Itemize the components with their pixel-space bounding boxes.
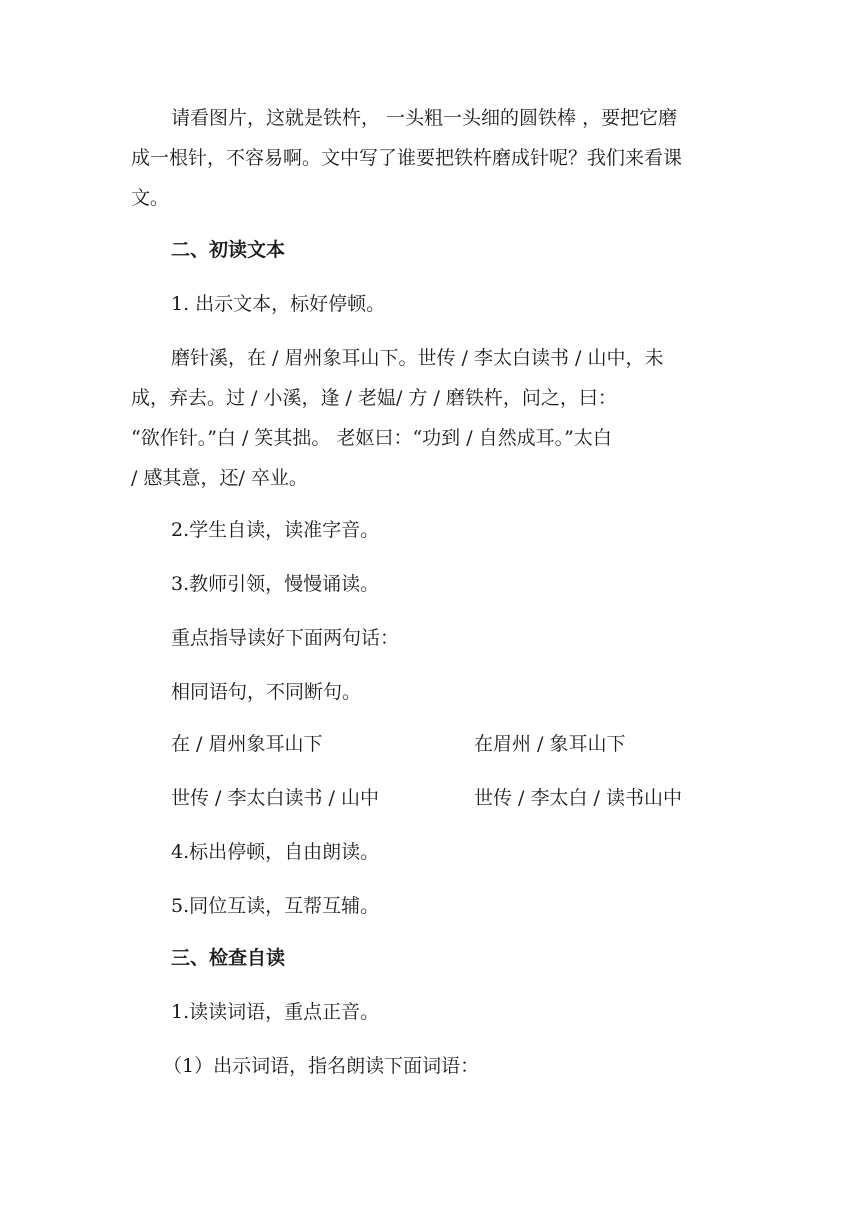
section-3-sub-1: （1）出示词语，指名朗读下面词语： [163,1055,480,1077]
classical-text-line-2: 成，弃去。过 / 小溪，逢 / 老媪/ 方 / 磨铁杵，问之，曰： [131,387,617,409]
classical-text-line-1: 磨针溪，在 / 眉州象耳山下。世传 / 李太白读书 / 山中，未 [171,347,664,369]
section-2-step-5: 5.同位互读，互帮互辅。 [171,895,380,917]
classical-text-line-3: “欲作针。”白 / 笑其拙。 老妪曰：“功到 / 自然成耳。”太白 [131,427,612,449]
section-2-step-1: 1. 出示文本，标好停顿。 [171,293,386,315]
classical-text-line-4: / 感其意，还/ 卒业。 [131,467,308,489]
guide-text: 重点指导读好下面两句话： [171,627,400,649]
section-2-step-3: 3.教师引领，慢慢诵读。 [171,573,380,595]
intro-line-3: 文。 [131,187,170,209]
compare-row-1-right: 在眉州 / 象耳山下 [474,733,626,755]
compare-intro: 相同语句，不同断句。 [171,681,362,703]
section-3-step-1: 1.读读词语，重点正音。 [171,1001,380,1023]
compare-row-2-right: 世传 / 李太白 / 读书山中 [474,787,682,809]
section-2-heading: 二、初读文本 [171,239,286,261]
section-2-step-2: 2.学生自读，读准字音。 [171,519,380,541]
compare-row-1-left: 在 / 眉州象耳山下 [171,733,323,755]
intro-line-1: 请看图片，这就是铁杵， 一头粗一头细的圆铁棒 ，要把它磨 [171,107,678,129]
intro-line-2: 成一根针，不容易啊。文中写了谁要把铁杵磨成针呢？我们来看课 [131,147,683,169]
section-3-heading: 三、检查自读 [171,947,286,969]
section-2-step-4: 4.标出停顿，自由朗读。 [171,841,380,863]
compare-row-2-left: 世传 / 李太白读书 / 山中 [171,787,379,809]
